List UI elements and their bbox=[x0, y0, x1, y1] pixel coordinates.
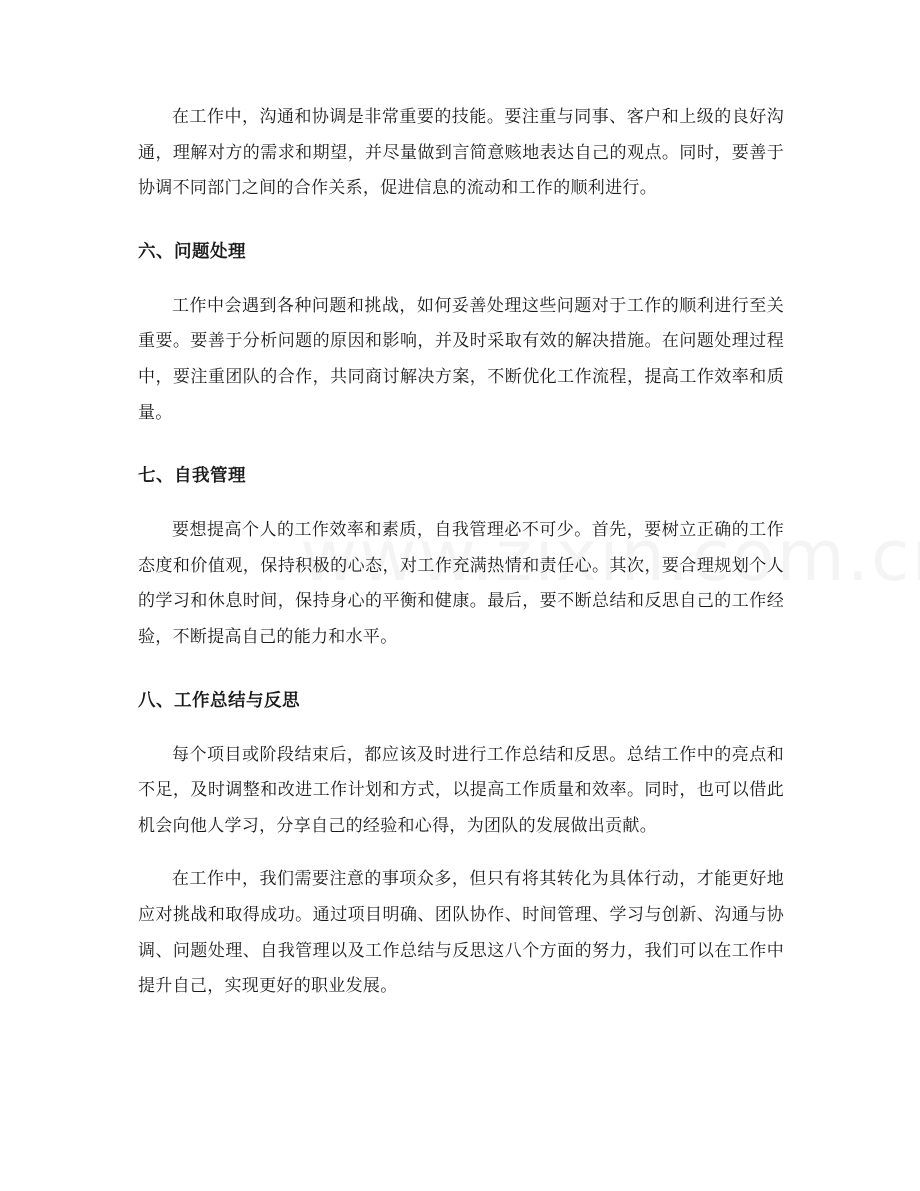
conclusion-paragraph: 在工作中，我们需要注意的事项众多，但只有将其转化为具体行动，才能更好地应对挑战和取得成功。通过项目明确、团队协作、时间管理、学习与创新、沟通与协调、问题处理、自我管理以及工作总结与反思这八个方面的努力，我们可以在工作中提升自己，实现更好的职业发展。 bbox=[138, 869, 784, 997]
section-heading-work-summary: 八、工作总结与反思 bbox=[138, 690, 300, 711]
intro-paragraph: 在工作中，沟通和协调是非常重要的技能。要注重与同事、客户和上级的良好沟通，理解对方的需求和期望，并尽量做到言简意赅地表达自己的观点。同时，要善于协调不同部门之间的合作关系，促进信息的流动和工作的顺利进行。 bbox=[138, 107, 784, 199]
work-summary-paragraph: 每个项目或阶段结束后，都应该及时进行工作总结和反思。总结工作中的亮点和不足，及时调整和改进工作计划和方式，以提高工作质量和效率。同时，也可以借此机会向他人学习，分享自己的经验和心得，为团队的发展做出贡献。 bbox=[138, 744, 784, 836]
document-page bbox=[138, 100, 784, 1005]
self-management-paragraph: 要想提高个人的工作效率和素质，自我管理必不可少。首先，要树立正确的工作态度和价值观，保持积极的心态，对工作充满热情和责任心。其次，要合理规划个人的学习和休息时间，保持身心的平衡和健康。最后，要不断总结和反思自己的工作经验，不断提高自己的能力和水平。 bbox=[138, 520, 784, 647]
section-heading-self-management: 七、自我管理 bbox=[138, 466, 246, 487]
section-heading-problem-handling: 六、问题处理 bbox=[138, 241, 246, 262]
problem-handling-paragraph: 工作中会遇到各种问题和挑战，如何妥善处理这些问题对于工作的顺利进行至关重要。要善于分析问题的原因和影响，并及时采取有效的解决措施。在问题处理过程中，要注重团队的合作，共同商讨解决方案，不断优化工作流程，提高工作效率和质量。 bbox=[138, 295, 784, 423]
